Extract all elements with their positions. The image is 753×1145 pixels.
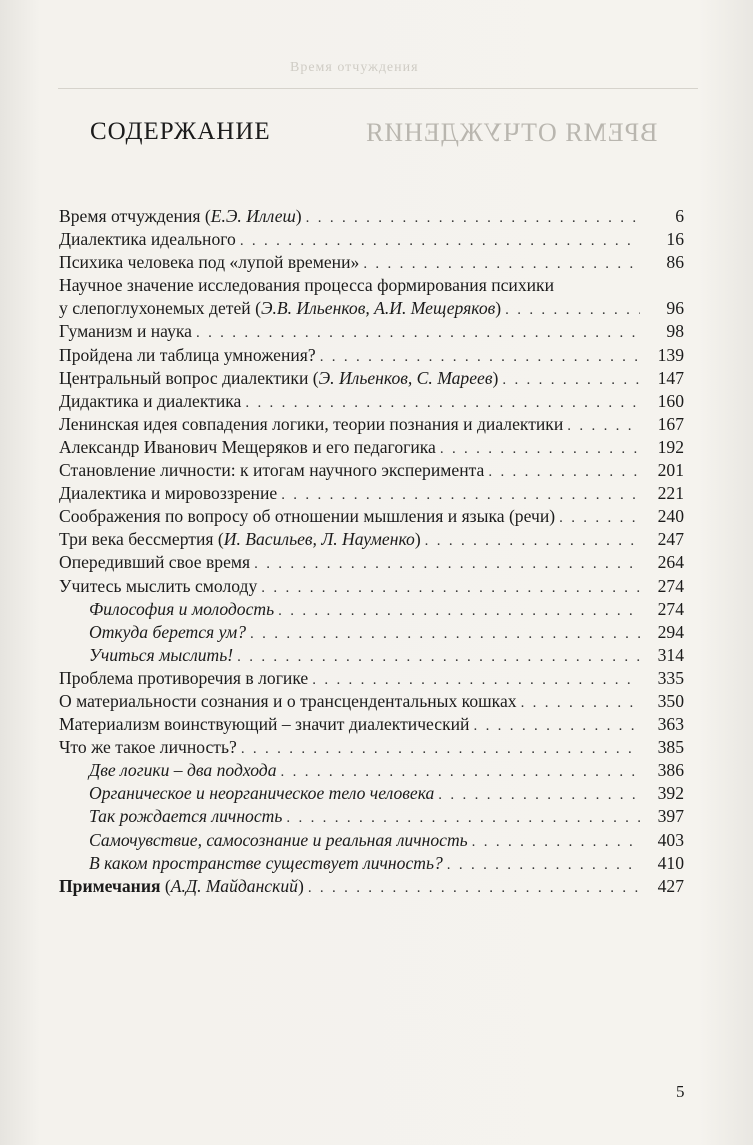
toc-entry-title [59, 344, 316, 367]
toc-entry [59, 274, 684, 297]
toc-entry-page: 139 [657, 344, 684, 365]
toc-entry-title: Центральный вопрос диалектики (Э. Ильенков, С. Мареев) [59, 367, 499, 388]
toc-leader-dots [472, 831, 640, 854]
toc-entry-page: 247 [657, 529, 684, 550]
toc-leader-dots [425, 530, 640, 553]
toc-leader-dots [240, 230, 640, 253]
toc-entry-page: 240 [657, 506, 684, 527]
toc-entry-page: 98 [666, 321, 684, 342]
toc-entry-title [59, 782, 434, 805]
toc-leader-dots [281, 484, 640, 507]
toc-entry-title [59, 551, 250, 574]
toc-entry [59, 598, 684, 621]
toc-leader-dots [196, 322, 640, 345]
toc-entry-main-title: Учиться мыслить! [89, 644, 234, 665]
toc-entry-main-title: Органическое и неорганическое тело человека [89, 783, 435, 804]
toc-entry-main-title: Примечания [59, 875, 161, 896]
toc-entry-main-title: Соображения по вопросу об отношении мышления и языка (речи) [59, 506, 556, 527]
toc-entry-title [59, 228, 236, 251]
toc-entry-main-title: В каком пространстве существует личность? [89, 852, 443, 873]
toc-leader-dots [237, 646, 640, 669]
toc-entry-main-title: Диалектика и мировоззрение [59, 483, 278, 504]
toc-entry [59, 667, 684, 690]
toc-leader-dots [438, 784, 640, 807]
toc-entry-title [59, 736, 237, 759]
toc-entry [59, 459, 684, 482]
toc-entry-title [59, 251, 359, 274]
toc-leader-dots [488, 461, 640, 484]
toc-entry [59, 829, 684, 852]
toc-entry-main-title: Учитесь мыслить смолоду [59, 575, 258, 596]
toc-entry-page: 335 [657, 667, 684, 688]
toc-entry-main-title: Три века бессмертия [59, 529, 214, 550]
toc-leader-dots [505, 299, 640, 322]
toc-entry-main-title: у слепоглухонемых детей [59, 298, 251, 319]
toc-leader-dots [254, 553, 640, 576]
toc-entry [59, 575, 684, 598]
toc-entry-title [59, 505, 555, 528]
toc-entry-title [59, 320, 192, 343]
toc-entry-main-title: Время отчуждения [59, 206, 201, 226]
toc-entry-title [59, 805, 282, 828]
toc-entry-page: 147 [657, 367, 684, 388]
toc-entry-main-title: Психика человека под «лупой времени» [59, 252, 360, 273]
toc-leader-dots [320, 346, 640, 369]
toc-entry-main-title: Самочувствие, самосознание и реальная личность [89, 829, 468, 850]
toc-leader-dots [306, 207, 640, 230]
toc-entry-title: у слепоглухонемых детей (Э.В. Ильенков, А.И. Мещеряков) [59, 298, 502, 319]
toc-entry-title: Три века бессмертия (И. Васильев, Л. Науменко) [59, 529, 421, 550]
toc-entry-main-title: Проблема противоречия в логике [59, 667, 309, 688]
toc-leader-dots [473, 715, 640, 738]
toc-entry-author: Э. Ильенков, С. Мареев [318, 367, 493, 388]
toc-entry [59, 505, 684, 528]
toc-entry-title [59, 852, 443, 875]
toc-entry-title [59, 598, 274, 621]
toc-entry-page: 392 [657, 783, 684, 804]
toc-entry-title: Время отчуждения (Е.Э. Иллеш) [59, 206, 302, 226]
toc-entry [59, 805, 684, 828]
toc-entry-main-title: Александр Иванович Мещеряков и его педагогика [59, 436, 436, 457]
toc-entry-main-title: Материализм воинствующий – значит диалектический [59, 714, 470, 735]
toc-entry-author: Э.В. Ильенков, А.И. Мещеряков [260, 298, 496, 319]
toc-leader-dots [241, 738, 640, 761]
toc-entry-page: 6 [675, 206, 684, 226]
toc-leader-dots [502, 369, 640, 392]
toc-entry [59, 251, 684, 274]
toc-leader-dots [363, 253, 640, 276]
toc-entry-page: 16 [666, 229, 684, 250]
toc-entry-main-title: О материальности сознания и о трансцендентальных кошках [59, 690, 517, 711]
toc-leader-dots [278, 600, 640, 623]
toc-entry-page: 160 [657, 390, 684, 411]
toc-leader-dots [281, 761, 640, 784]
toc-entry-page: 274 [657, 575, 684, 596]
toc-entry-author: А.Д. Майданский [170, 875, 298, 896]
toc-entry-main-title: Две логики – два подхода [89, 760, 277, 781]
toc-entry-main-title: Философия и молодость [89, 598, 275, 619]
toc-entry-page: 221 [657, 483, 684, 504]
toc-heading: СОДЕРЖАНИЕ [90, 118, 271, 145]
toc-entry [59, 482, 684, 505]
bleed-through-title: ВРЕМЯ ОТЧУЖДЕНИЯ [365, 118, 658, 147]
toc-entry-page: 86 [666, 252, 684, 273]
toc-entry [59, 551, 684, 574]
toc-entry-title [59, 436, 436, 459]
page-number: 5 [676, 1082, 685, 1101]
toc-leader-dots [440, 438, 640, 461]
toc-entry [59, 621, 684, 644]
toc-entry-page: 314 [657, 644, 684, 665]
toc-entry-page: 410 [657, 852, 684, 873]
toc-entry [59, 344, 684, 367]
toc-entry [59, 320, 684, 343]
toc-entry [59, 690, 684, 713]
toc-entry-main-title: Что же такое личность? [59, 737, 237, 758]
toc-entry [59, 367, 684, 390]
bleed-through-rule [58, 88, 698, 89]
toc-entry [59, 205, 684, 228]
toc-leader-dots [261, 577, 640, 600]
toc-entry [59, 875, 684, 898]
toc-entry-title [59, 667, 308, 690]
toc-entry-author: Е.Э. Иллеш [210, 206, 296, 226]
toc-entry-page: 96 [666, 298, 684, 319]
toc-entry-title [59, 482, 277, 505]
toc-entry-main-title: Гуманизм и наука [59, 321, 192, 342]
toc-entry-title [59, 829, 468, 852]
toc-entry [59, 528, 684, 551]
toc-leader-dots [559, 507, 640, 530]
toc-entry-page: 386 [657, 760, 684, 781]
toc-entry-main-title: Центральный вопрос диалектики [59, 367, 309, 388]
toc-entry-title [59, 644, 233, 667]
toc-leader-dots [447, 854, 640, 877]
toc-entry [59, 852, 684, 875]
toc-entry-page: 294 [657, 621, 684, 642]
toc-entry-title [59, 390, 241, 413]
toc-entry-title [59, 274, 554, 297]
toc-entry-main-title: Так рождается личность [89, 806, 283, 827]
toc-entry [59, 713, 684, 736]
toc-entry-main-title: Откуда берется ум? [89, 621, 247, 642]
toc-entry-title [59, 713, 469, 736]
toc-entry-main-title: Опередивший свое время [59, 552, 251, 573]
toc-entry [59, 413, 684, 436]
toc-leader-dots [308, 877, 640, 900]
toc-entry-main-title: Дидактика и диалектика [59, 390, 242, 411]
toc-entry [59, 436, 684, 459]
toc-entry-page: 427 [657, 875, 684, 896]
toc-leader-dots [245, 392, 640, 415]
toc-entry-page: 192 [657, 436, 684, 457]
toc-entry [59, 736, 684, 759]
toc-entry [59, 782, 684, 805]
table-of-contents [59, 205, 684, 898]
toc-leader-dots [567, 415, 640, 438]
toc-entry-title [59, 690, 517, 713]
toc-leader-dots [521, 692, 640, 715]
toc-leader-dots [286, 807, 640, 830]
toc-entry-title [59, 575, 257, 598]
toc-entry-page: 350 [657, 690, 684, 711]
toc-entry [59, 644, 684, 667]
toc-leader-dots [312, 669, 640, 692]
toc-entry-main-title: Пройдена ли таблица умножения? [59, 344, 316, 365]
toc-entry-title [59, 459, 484, 482]
toc-entry [59, 297, 684, 320]
toc-entry-page: 363 [657, 714, 684, 735]
toc-entry [59, 228, 684, 251]
toc-entry-page: 201 [657, 460, 684, 481]
bleed-through-header: Время отчуждения [290, 60, 419, 75]
toc-entry-main-title: Становление личности: к итогам научного эксперимента [59, 460, 485, 481]
toc-entry-title [59, 413, 563, 436]
toc-entry-main-title: Диалектика идеального [59, 229, 236, 250]
toc-entry-title [59, 621, 246, 644]
toc-entry-page: 167 [657, 413, 684, 434]
toc-entry [59, 759, 684, 782]
toc-entry [59, 390, 684, 413]
toc-entry-title: Примечания (А.Д. Майданский) [59, 875, 304, 896]
toc-entry-page: 403 [657, 829, 684, 850]
toc-entry-page: 264 [657, 552, 684, 573]
toc-entry-page: 397 [657, 806, 684, 827]
toc-entry-author: И. Васильев, Л. Науменко [223, 529, 415, 550]
toc-entry-title [59, 759, 277, 782]
toc-entry-main-title: Ленинская идея совпадения логики, теории познания и диалектики [59, 413, 564, 434]
toc-leader-dots [250, 623, 640, 646]
toc-entry-main-title: Научное значение исследования процесса формирования психики [59, 275, 555, 296]
toc-entry-page: 274 [657, 598, 684, 619]
toc-entry-page: 385 [657, 737, 684, 758]
